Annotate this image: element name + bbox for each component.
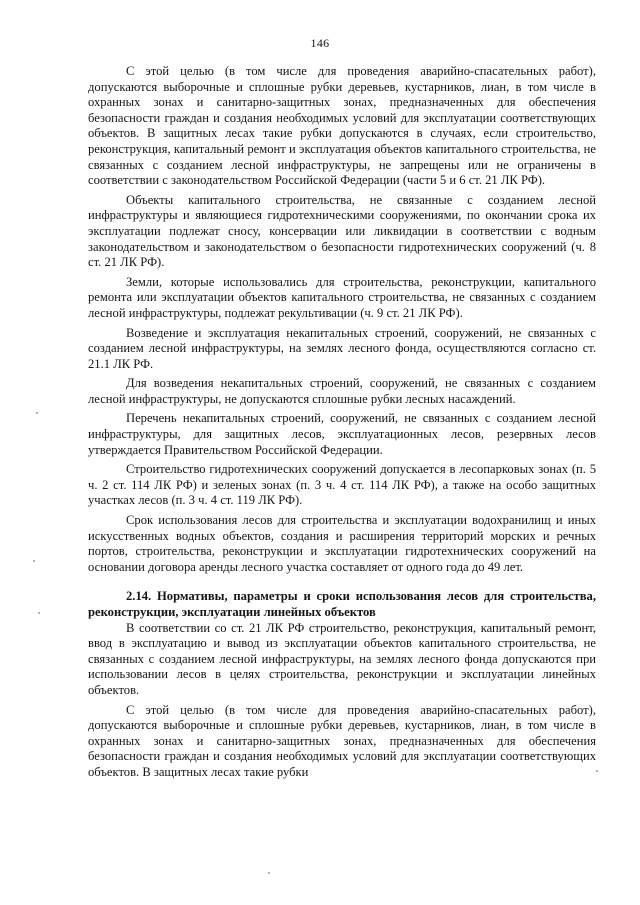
paragraph: С этой целью (в том числе для проведения аварийно-спасательных работ), допускаются выборочные и сплошные рубки деревьев, кустарников, лиан, в том числе в охранных зонах и санитарно-защитных зонах, предназначенных для обеспечения безопасности граждан и создания необходимых условий для эксплуатации соответствующих объектов. В защитных лесах такие рубки допускаются в случаях, если строительство, реконструкция, капитальный ремонт и эксплуатация объектов капитального строительства, не связанных с созданием лесной инфраструктуры, не запрещены или не ограничены в соответствии с законодательством Российской Федерации (части 5 и 6 ст. 21 ЛК РФ). [88, 64, 596, 188]
paragraph: В соответствии со ст. 21 ЛК РФ строительство, реконструкция, капитальный ремонт, ввод в эксплуатацию и вывод из эксплуатации объектов капитального строительства, не связанных с созданием лесной инфраструктуры, на землях лесного фонда допускаются при использовании лесов в целях строительства, реконструкции и эксплуатации линейных объектов. [88, 620, 596, 697]
scan-speck [596, 770, 598, 772]
paragraph: Земли, которые использовались для строительства, реконструкции, капитального ремонта или эксплуатации объектов капитального строительства, не связанных с созданием лесной инфраструктуры, подлежат рекультивации (ч. 9 ст. 21 ЛК РФ). [88, 274, 596, 320]
paragraph: Срок использования лесов для строительства и эксплуатации водохранилищ и иных искусственных водных объектов, создания и расширения территорий морских и речных портов, строительства, реконструкции и эксплуатации гидротехнических сооружений на основании договора аренды лесного участка составляет от одного года до 49 лет. [88, 513, 596, 574]
paragraph: Объекты капитального строительства, не связанные с созданием лесной инфраструктуры и являющиеся гидротехническими сооружениями, по окончании срока их эксплуатации подлежат сносу, консервации или ликвидации в соответствии с водным законодательством и законодательством о безопасности гидротехнических сооружений (ч. 8 ст. 21 ЛК РФ). [88, 192, 596, 270]
paragraph: Строительство гидротехнических сооружений допускается в лесопарковых зонах (п. 5 ч. 2 ст. 114 ЛК РФ) и зеленых зонах (п. 3 ч. 4 ст. 114 ЛК РФ), а также на особо защитных участках лесов (п. 3 ч. 4 ст. 119 ЛК РФ). [88, 462, 596, 508]
paragraph: Возведение и эксплуатация некапитальных строений, сооружений, не связанных с созданием лесной инфраструктуры, на землях лесного фонда, осуществляются согласно ст. 21.1 ЛК РФ. [88, 325, 596, 371]
scan-speck [33, 560, 35, 562]
section-heading: 2.14. Нормативы, параметры и сроки использования лесов для строительства, реконструкции, эксплуатации линейных объектов [88, 589, 596, 619]
document-body [88, 64, 596, 784]
page-number: 146 [310, 36, 330, 50]
paragraph: Для возведения некапитальных строений, сооружений, не связанных с созданием лесной инфраструктуры, не допускаются сплошные рубки лесных насаждений. [88, 376, 596, 406]
scan-speck [268, 872, 270, 874]
paragraph: С этой целью (в том числе для проведения аварийно-спасательных работ), допускаются выборочные и сплошные рубки деревьев, кустарников, лиан, в том числе в охранных зонах и санитарно-защитных зонах, предназначенных для обеспечения безопасности граждан и создания необходимых условий для эксплуатации соответствующих объектов. В защитных лесах такие рубки [88, 702, 596, 779]
scan-speck [38, 612, 40, 614]
scan-speck [36, 412, 38, 414]
paragraph: Перечень некапитальных строений, сооружений, не связанных с созданием лесной инфраструктуры, для защитных лесов, эксплуатационных лесов, резервных лесов утверждается Правительством Российской Федерации. [88, 411, 596, 457]
